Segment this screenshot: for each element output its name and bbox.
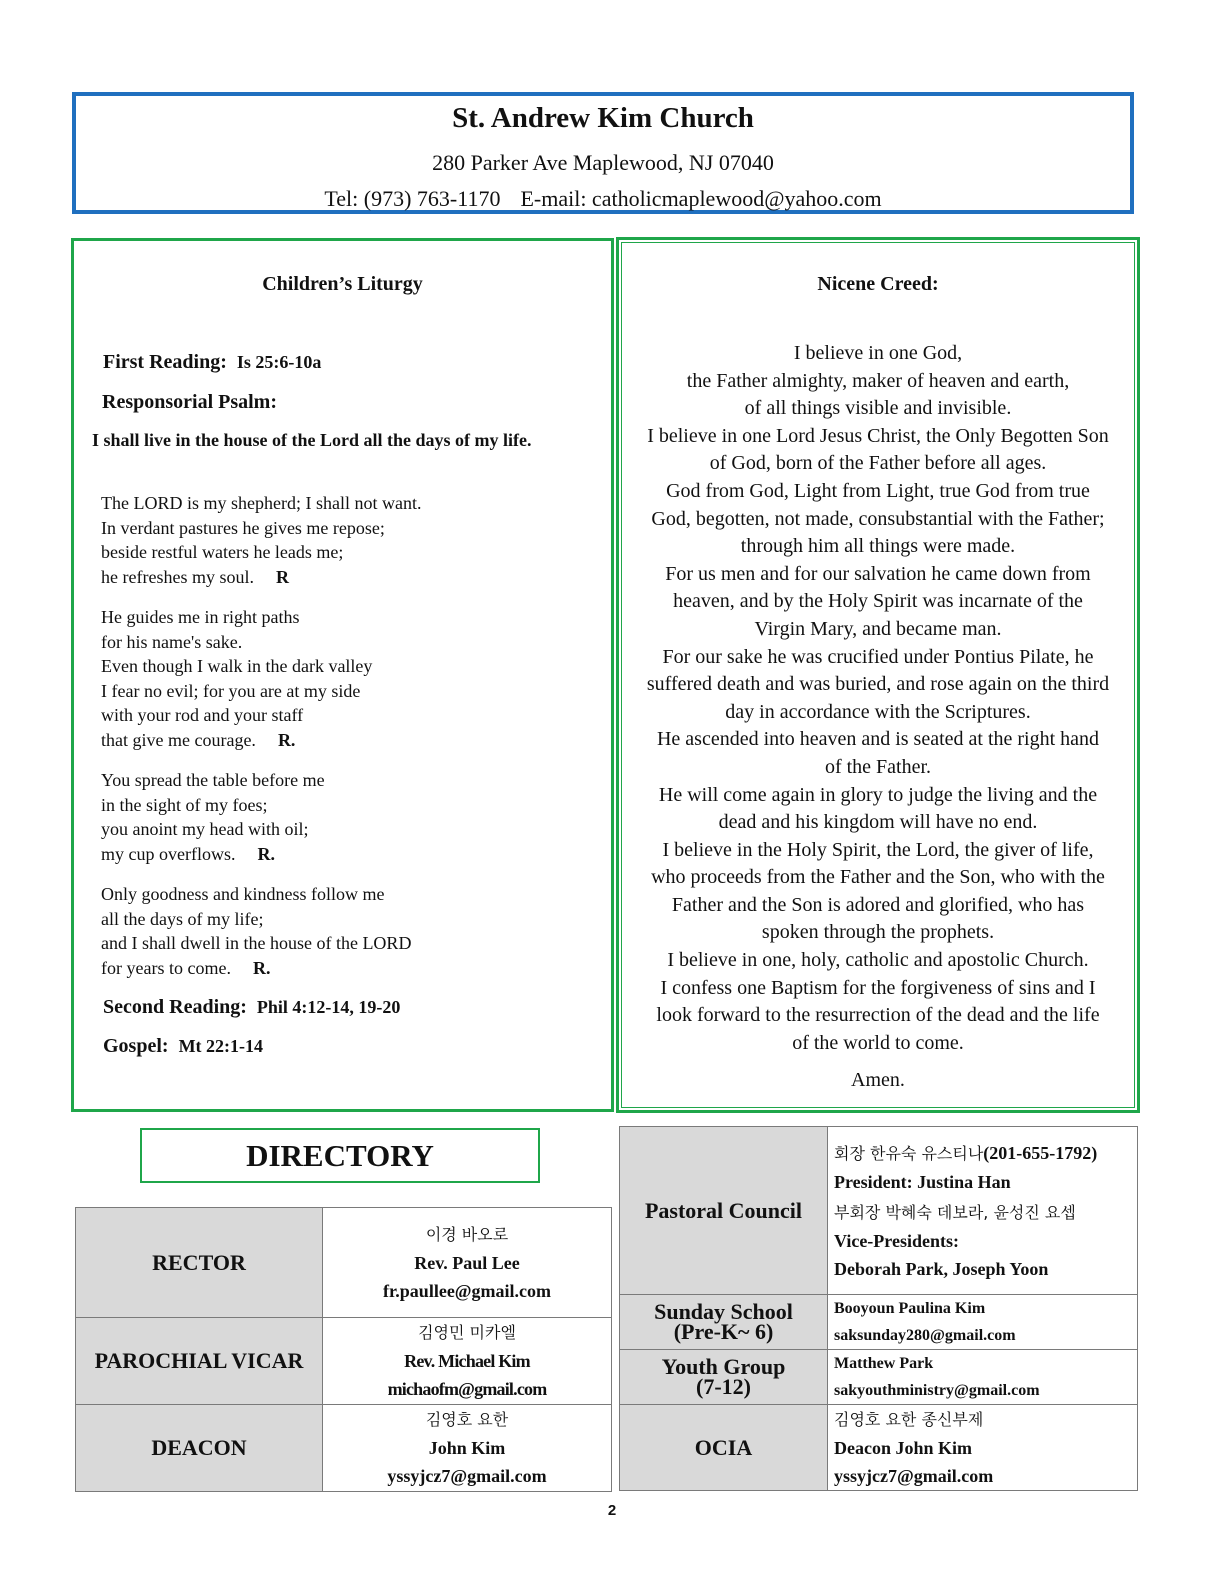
psalm-line: In verdant pastures he gives me repose; — [101, 517, 385, 538]
directory-left-table — [75, 1207, 612, 1492]
directory-row — [620, 1405, 1138, 1491]
vice-presidents-label: Vice-Presidents: — [834, 1230, 959, 1251]
creed-line: He ascended into heaven and is seated at the right hand — [656, 728, 1100, 751]
directory-row — [76, 1318, 612, 1405]
president-korean: 회장 한유숙 유스티나(201-655-1792) — [834, 1142, 1098, 1163]
creed-line: the Father almighty, maker of heaven and earth, — [686, 369, 1070, 392]
creed-line: dead and his kingdom will have no end. — [718, 811, 1038, 834]
second-reading-ref: Phil 4:12-14, 19-20 — [256, 997, 401, 1017]
role-sunday-school: Sunday School (Pre-K~ 6) — [620, 1295, 828, 1350]
creed-line: who proceeds from the Father and the Son, who with the — [651, 866, 1105, 889]
response-marker: R — [275, 566, 289, 587]
creed-line: of all things visible and invisible. — [744, 397, 1012, 420]
creed-line: through him all things were made. — [740, 535, 1016, 558]
directory-row — [76, 1208, 612, 1318]
directory-right-table — [619, 1126, 1138, 1491]
directory-title: DIRECTORY — [140, 1128, 540, 1183]
psalm-line: in the sight of my foes; — [101, 794, 268, 815]
church-phone: Tel: (973) 763-1170 — [324, 186, 501, 211]
psalm-line: all the days of my life; — [101, 908, 264, 929]
vice-presidents-names: Deborah Park, Joseph Yoon — [834, 1258, 1049, 1279]
creed-line: I confess one Baptism for the forgiveness of sins and I — [660, 976, 1096, 999]
contact-cell — [828, 1295, 1138, 1350]
creed-amen: Amen. — [851, 1069, 905, 1092]
gospel-label: Gospel: — [103, 1035, 169, 1057]
creed-line: Virgin Mary, and became man. — [754, 617, 1002, 640]
church-header — [72, 92, 1134, 214]
psalm-stanza — [101, 882, 411, 980]
page-number: 2 — [607, 1502, 617, 1519]
korean-name: 이경 바오로 — [425, 1224, 509, 1244]
church-name: St. Andrew Kim Church — [452, 102, 754, 134]
psalm-line: you anoint my head with oil; — [101, 819, 309, 839]
korean-name: 김영민 미카엘 — [418, 1323, 516, 1342]
creed-line: He will come again in glory to judge the living and the — [658, 783, 1098, 806]
contact-cell — [828, 1405, 1138, 1491]
first-reading — [103, 351, 321, 374]
creed-line: For us men and for our salvation he came down from — [665, 562, 1091, 585]
creed-line: I believe in one, holy, catholic and apostolic Church. — [667, 949, 1089, 972]
creed-line: of the Father. — [824, 755, 932, 778]
role-youth-group: Youth Group (7-12) — [620, 1350, 828, 1405]
contact-email: yssyjcz7@gmail.com — [834, 1465, 994, 1486]
creed-line: of the world to come. — [792, 1031, 964, 1054]
contact-email: saksunday280@gmail.com — [834, 1327, 1016, 1344]
psalm-stanza — [101, 491, 421, 589]
role-parochial-vicar: PAROCHIAL VICAR — [76, 1318, 323, 1405]
contact-cell — [828, 1127, 1138, 1295]
role-pastoral-council: Pastoral Council — [620, 1127, 828, 1295]
directory-row — [620, 1295, 1138, 1350]
response-marker: R. — [252, 957, 271, 978]
psalm-line: I fear no evil; for you are at my side — [101, 680, 361, 701]
liturgy-title: Children’s Liturgy — [262, 273, 423, 295]
contact-name: Rev. Paul Lee — [414, 1252, 520, 1273]
psalm-line: and I shall dwell in the house of the LORD — [101, 933, 412, 953]
contact-name: Rev. Michael Kim — [404, 1351, 530, 1371]
gospel-ref: Mt 22:1-14 — [178, 1036, 264, 1056]
psalm-line: for his name's sake. — [101, 631, 243, 652]
role-deacon: DEACON — [76, 1405, 323, 1492]
psalm-response: I shall live in the house of the Lord all the days of my life. — [92, 430, 532, 450]
role-ocia: OCIA — [620, 1405, 828, 1491]
president-name: President: Justina Han — [834, 1171, 1011, 1192]
contact-cell — [323, 1208, 612, 1318]
creed-line: I believe in the Holy Spirit, the Lord, the giver of life, — [662, 838, 1094, 861]
directory-row — [620, 1350, 1138, 1405]
church-email: E-mail: catholicmaplewood@yahoo.com — [520, 186, 882, 211]
contact-cell — [323, 1405, 612, 1492]
vice-presidents-korean: 부회장 박혜숙 데보라, 윤성진 요셉 — [834, 1202, 1076, 1222]
creed-line: I believe in one Lord Jesus Christ, the Only Begotten Son — [647, 424, 1109, 447]
psalm-line: beside restful waters he leads me; — [101, 542, 344, 562]
creed-line: heaven, and by the Holy Spirit was incarnate of the — [673, 590, 1083, 613]
psalm-line: The LORD is my shepherd; I shall not want. — [101, 493, 422, 513]
president-phone: (201-655-1792) — [983, 1142, 1098, 1163]
psalm-stanza — [101, 605, 372, 752]
creed-line: of God, born of the Father before all ages. — [709, 452, 1047, 475]
church-contact — [76, 186, 1130, 212]
creed-line: God from God, Light from Light, true God from true — [666, 479, 1090, 502]
nicene-creed-box — [616, 237, 1140, 1113]
creed-text — [625, 340, 1131, 1095]
contact-email: yssyjcz7@gmail.com — [387, 1466, 547, 1486]
psalm-line: that give me courage. R. — [101, 729, 296, 750]
second-reading — [103, 996, 400, 1019]
creed-line: God, begotten, not made, consubstantial with the Father; — [651, 507, 1105, 530]
response-marker: R. — [277, 729, 296, 750]
gospel — [103, 1035, 263, 1058]
korean-name: 김영호 요한 종신부제 — [834, 1409, 984, 1429]
psalm-stanza — [101, 768, 325, 866]
contact-email: fr.paullee@gmail.com — [382, 1280, 552, 1301]
directory-row — [620, 1127, 1138, 1295]
childrens-liturgy-box — [71, 238, 614, 1112]
contact-name: Deacon John Kim — [834, 1437, 973, 1458]
creed-line: spoken through the prophets. — [761, 921, 995, 944]
contact-email: michaofm@gmail.com — [387, 1379, 547, 1399]
creed-title: Nicene Creed: — [817, 273, 939, 295]
response-marker: R. — [257, 843, 275, 864]
korean-name: 김영호 요한 — [425, 1410, 509, 1429]
creed-line: look forward to the resurrection of the dead and the life — [656, 1004, 1100, 1027]
contact-cell — [828, 1350, 1138, 1405]
first-reading-label: First Reading: — [103, 351, 227, 373]
psalm-line: my cup overflows. R. — [101, 843, 275, 864]
psalm-label: Responsorial Psalm: — [102, 391, 277, 413]
psalm-line: You spread the table before me — [101, 770, 325, 790]
contact-name: John Kim — [428, 1438, 506, 1458]
directory-row — [76, 1405, 612, 1492]
contact-name: Matthew Park — [834, 1355, 934, 1372]
contact-cell — [323, 1318, 612, 1405]
psalm-line: Even though I walk in the dark valley — [101, 656, 373, 676]
creed-line: For our sake he was crucified under Pontius Pilate, he — [662, 645, 1094, 668]
psalm-line: Only goodness and kindness follow me — [101, 884, 385, 904]
contact-email: sakyouthministry@gmail.com — [834, 1382, 1040, 1399]
second-reading-label: Second Reading: — [103, 996, 247, 1018]
first-reading-ref: Is 25:6-10a — [236, 352, 322, 372]
role-rector: RECTOR — [76, 1208, 323, 1318]
creed-line: Father and the Son is adored and glorified, who has — [671, 893, 1085, 916]
creed-line: I believe in one God, — [793, 342, 963, 364]
creed-line: suffered death and was buried, and rose again on the third — [646, 673, 1110, 696]
psalm-line: with your rod and your staff — [101, 705, 304, 725]
contact-name: Booyoun Paulina Kim — [834, 1300, 986, 1317]
psalm-line: he refreshes my soul. R — [101, 566, 289, 587]
church-address: 280 Parker Ave Maplewood, NJ 07040 — [432, 150, 774, 175]
psalm-line: for years to come. R. — [101, 957, 271, 978]
creed-line: day in accordance with the Scriptures. — [725, 700, 1031, 723]
psalm-line: He guides me in right paths — [101, 607, 300, 627]
